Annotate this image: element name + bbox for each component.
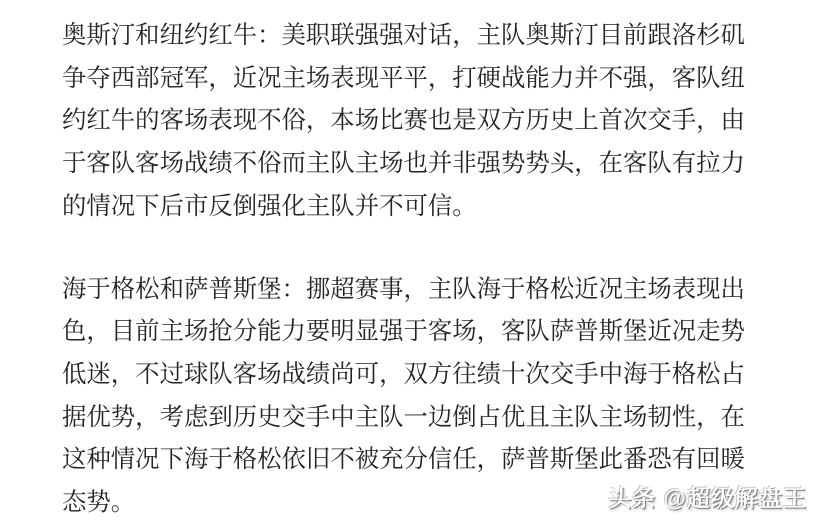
text-line: 态势。 xyxy=(62,489,136,517)
text-line: 于客队客场战绩不俗而主队主场也并非强势势头，在客队有拉力 xyxy=(62,150,745,178)
article-body xyxy=(62,15,752,520)
text-line: 争夺西部冠军，近况主场表现平平，打硬战能力并不强，客队纽 xyxy=(62,64,745,92)
text-line: 这种情况下海于格松依旧不被充分信任，萨普斯堡此番恐有回暖 xyxy=(62,446,745,474)
text-line: 海于格松和萨普斯堡：挪超赛事，主队海于格松近况主场表现出 xyxy=(62,275,745,303)
text-line: 据优势，考虑到历史交手中主队一边倒占优且主队主场韧性，在 xyxy=(62,403,745,431)
text-line: 色，目前主场抢分能力要明显强于客场，客队萨普斯堡近况走势 xyxy=(62,318,745,346)
text-line: 低迷，不过球队客场战绩尚可，双方往绩十次交手中海于格松占 xyxy=(62,360,745,388)
text-line: 约红牛的客场表现不俗，本场比赛也是双方历史上首次交手，由 xyxy=(62,107,745,135)
text-line: 奥斯汀和纽约红牛：美职联强强对话，主队奥斯汀目前跟洛杉矶 xyxy=(62,22,745,49)
paragraph-austin-vs-ny-redbulls xyxy=(62,15,752,229)
text-line: 的情况下后市反倒强化主队并不可信。 xyxy=(62,192,477,220)
toutiao-watermark: 头条 @超级解盘王 xyxy=(608,485,807,511)
